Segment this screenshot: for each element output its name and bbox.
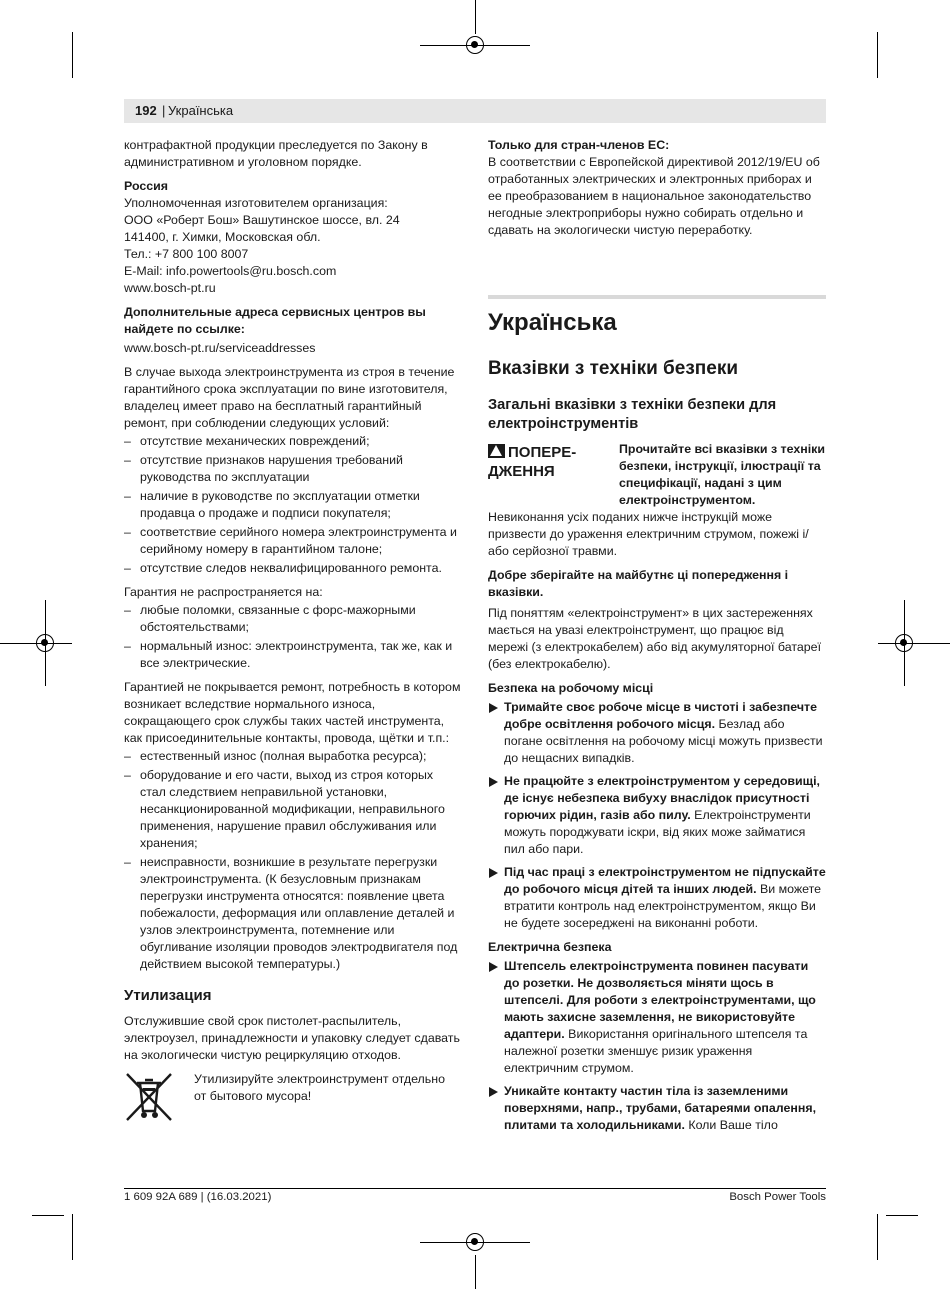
contact-line: 141400, г. Химки, Московская обл. <box>124 230 321 244</box>
right-column-top <box>488 137 826 246</box>
not-covered-paragraph: Гарантия не распространяется на: <box>124 585 323 599</box>
list-item: – нормальный износ: электроинструмента, так же, как и все электрические. <box>124 639 453 670</box>
footer-doc-number: 1 609 92A 689 | (16.03.2021) <box>124 1191 272 1203</box>
crop-mark <box>878 643 950 644</box>
intro-paragraph: контрафактной продукции преследуется по Закону в административном и уголовном порядке. <box>124 138 428 169</box>
list-item: – оборудование и его части, выход из строя которых стал следствием неправильной установки, несанкционированной модификации, неправильного применения, нарушение правил обслуживания или хранения; <box>124 768 445 850</box>
page-number: 192 <box>135 103 157 118</box>
list-item: – любые поломки, связанные с форс-мажорными обстоятельствами; <box>124 603 416 634</box>
service-heading: Дополнительные адреса сервисных центров вы найдете по ссылке: <box>124 305 426 336</box>
header-separator: | <box>162 103 166 118</box>
list-item: – неисправности, возникшие в результате перегрузки электроинструмента. (К безусловным признакам перегрузки инструмента относятся: появление цвета побежалости, деформация или оплавление деталей и узлов электроинструмента, потемнение или обугливание изоляции проводов электродвигателя под действием высокой температуры.) <box>124 855 458 971</box>
eu-heading: Только для стран-членов ЕС: <box>488 138 670 152</box>
crop-mark <box>72 32 73 78</box>
warranty-paragraph: В случае выхода электроинструмента из строя в течение гарантийного срока эксплуатации по вине изготовителя, владелец имеет право на бесплатный гарантийный ремонт, при соблюдении следующих условий: <box>124 365 455 430</box>
contact-website: www.bosch-pt.ru <box>124 281 216 295</box>
registration-target-icon <box>466 1233 484 1251</box>
list-item: – наличие в руководстве по эксплуатации отметки продавца о продаже и подписи покупателя; <box>124 489 420 520</box>
section-divider <box>488 295 826 299</box>
footer-brand: Bosch Power Tools <box>729 1191 826 1203</box>
workplace-list <box>488 699 826 932</box>
list-item: – соответствие серийного номера электроинструмента и серийному номеру в гарантийном талоне; <box>124 525 457 556</box>
registration-target-icon <box>466 36 484 54</box>
russia-contact <box>124 195 462 297</box>
registration-target-icon <box>895 634 913 652</box>
crop-mark <box>475 0 476 34</box>
crop-mark <box>32 1215 64 1216</box>
not-covered-list <box>124 602 462 672</box>
language-title: Українська <box>488 309 617 336</box>
list-item: Штепсель електроінструмента повинен пасувати до розетки. Не дозволяється міняти щось в штепселі. Для роботи з електроінструментами, що мають захисне заземлення, не використовуйте адаптери. Використання оригінального штепселя та належної розетки зменшує ризик ураження електричним струмом. <box>488 958 826 1077</box>
list-item: Тримайте своє робоче місце в чистоті і забезпечте добре освітлення робочого місця. Безлад або погане освітлення на робочому місці можуть призвести до нещасних випадків. <box>488 699 826 767</box>
list-item: Уникайте контакту частин тіла із заземленими поверхнями, напр., трубами, батареями опалення, плитами та холодильниками. Коли Ваше тіло <box>488 1083 826 1134</box>
crop-mark <box>72 1214 73 1260</box>
warning-bold-text: Прочитайте всі вказівки з техніки безпеки, інструкції, ілюстрації та специфікації, надані з цим електроінструментом. <box>619 442 825 507</box>
keep-instructions: Добре зберігайте на майбутнє ці попередження і вказівки. <box>488 568 789 599</box>
warranty-list <box>124 433 462 577</box>
list-item: – отсутствие признаков нарушения требований руководства по эксплуатации <box>124 453 403 484</box>
warning-text: Невиконання усіх поданих нижче інструкцій може призвести до ураження електричним струмом, пожежі і/або серйозної травми. <box>488 510 809 558</box>
list-item: – отсутствие следов неквалифицированного ремонта. <box>124 561 442 575</box>
header-language: Українська <box>168 103 234 118</box>
disposal-heading: Утилизация <box>124 987 212 1004</box>
service-link: www.bosch-pt.ru/serviceaddresses <box>124 341 316 355</box>
repair-paragraph: Гарантией не покрывается ремонт, потребность в котором возникает вследствие нормального износа, сокращающего срок службы таких частей инструмента, как присоединительные контакты, провода, щётки и т.п.: <box>124 680 461 745</box>
contact-line: Уполномоченная изготовителем организация: <box>124 196 388 210</box>
crossed-bin-icon <box>124 1071 174 1123</box>
electric-heading: Електрична безпека <box>488 940 612 954</box>
right-column-body <box>488 441 826 1141</box>
contact-line: Тел.: +7 800 100 8007 <box>124 247 249 261</box>
crop-mark <box>475 1255 476 1289</box>
eu-paragraph: В соответствии с Европейской директивой 2012/19/EU об отработанных электрических и электронных приборах и ее преобразованием в национальное законодательство негодные электроприборы нужно собирать отдельно и сдавать на экологически чистую переработку. <box>488 155 820 237</box>
crop-mark <box>877 32 878 78</box>
list-item: Не працюйте з електроінструментом у середовищі, де існує небезпека вибуху внаслідок присутності горючих рідин, газів або пилу. Електроінструменти можуть породжувати іскри, від яких може займатися пил або пари. <box>488 773 826 858</box>
left-column <box>124 137 462 1125</box>
contact-email: E-Mail: info.powertools@ru.bosch.com <box>124 264 337 278</box>
crop-mark <box>886 1215 918 1216</box>
footer-rule <box>124 1188 826 1189</box>
disposal-paragraph: Отслужившие свой срок пистолет-распылитель, электроузел, принадлежности и упаковку следует сдавать на экологически чистую рециркуляцию отходов. <box>124 1014 460 1062</box>
list-item: – естественный износ (полная выработка ресурса); <box>124 749 427 763</box>
warning-paragraph <box>488 441 826 560</box>
general-safety-title: Загальні вказівки з техніки безпеки для електроінструментів <box>488 397 777 432</box>
safety-title: Вказівки з техніки безпеки <box>488 358 739 379</box>
electric-list <box>488 958 826 1134</box>
repair-list <box>124 748 462 973</box>
list-item: Під час праці з електроінструментом не підпускайте до робочого місця дітей та інших людей. Ви можете втратити контроль над електроінструментом, якщо Ви не будете зосереджені на виконанні роботи. <box>488 864 826 932</box>
warning-label-text: ПОПЕРЕ-ДЖЕННЯ <box>488 444 577 480</box>
term-paragraph: Під поняттям «електроінструмент» в цих застереженнях мається на увазі електроінструмент, що працює від мережі (з електрокабелем) або від акумуляторної батареї (без електрокабелю). <box>488 606 822 671</box>
list-item: – отсутствие механических повреждений; <box>124 434 370 448</box>
page-header <box>124 99 826 123</box>
russia-heading: Россия <box>124 179 168 193</box>
contact-line: ООО «Роберт Бош» Вашутинское шоссе, вл. 24 <box>124 213 400 227</box>
disposal-note <box>124 1071 462 1125</box>
disposal-icon-text: Утилизируйте электроинструмент отдельно от бытового мусора! <box>194 1072 445 1103</box>
workplace-heading: Безпека на робочому місці <box>488 681 654 695</box>
crop-mark <box>877 1214 878 1260</box>
registration-target-icon <box>36 634 54 652</box>
